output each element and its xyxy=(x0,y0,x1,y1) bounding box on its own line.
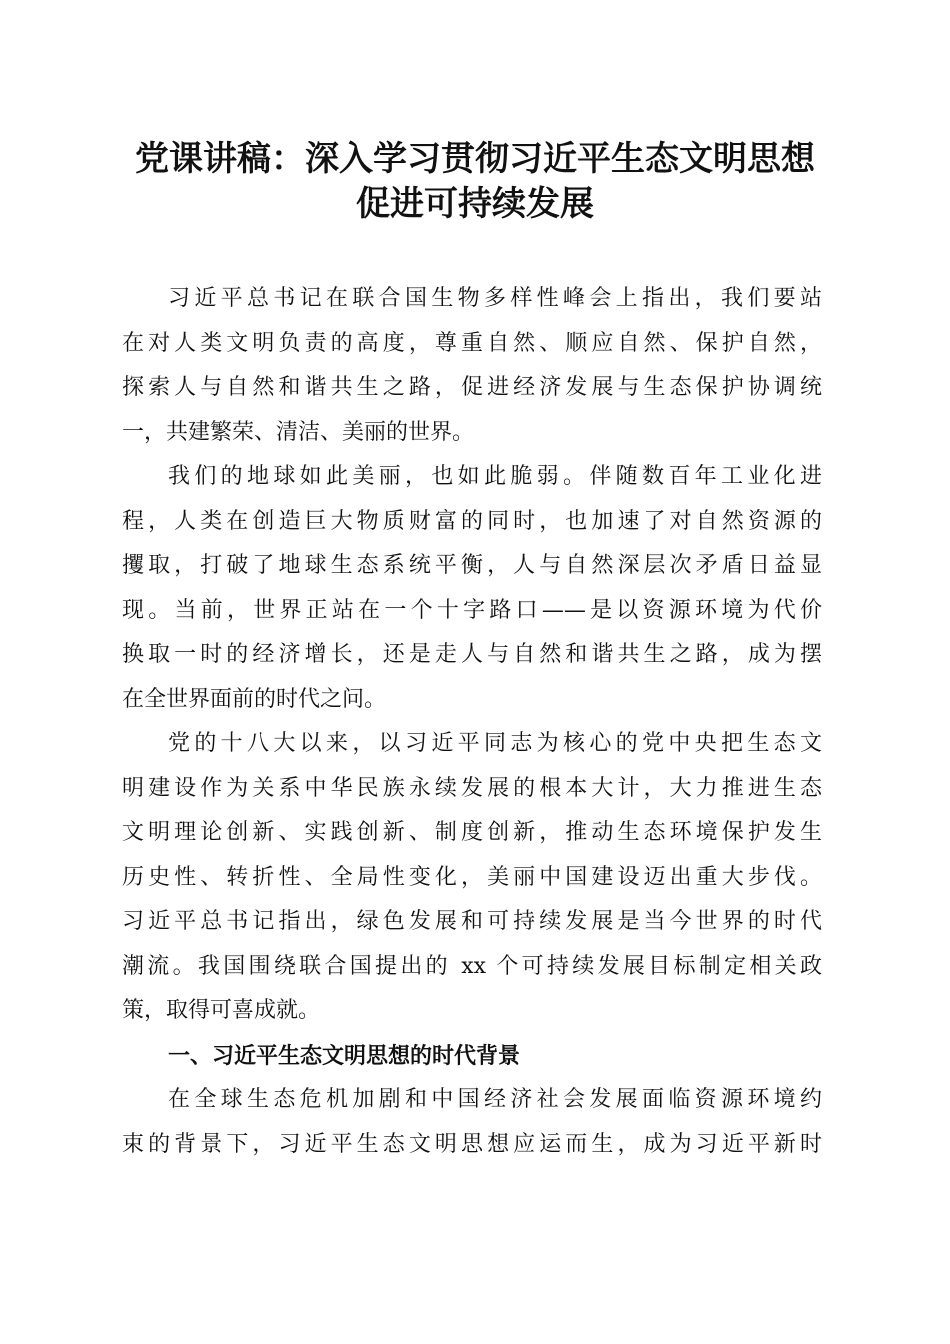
paragraph-2 xyxy=(122,455,822,722)
paragraph-3 xyxy=(122,722,822,1034)
text-line: 程，人类在创造巨大物质财富的同时，也加速了对自然资源的 xyxy=(122,508,822,534)
text-line: 在全球生态危机加剧和中国经济社会发展面临资源环境约 xyxy=(168,1087,822,1112)
text-line: 潮流。我国围绕联合国提出的 xx 个可持续发展目标制定相关政 xyxy=(122,953,822,979)
paragraph-1 xyxy=(122,277,822,455)
paragraph-4 xyxy=(122,1078,822,1167)
title-line-1: 党课讲稿：深入学习贯彻习近平生态文明思想 xyxy=(135,139,815,179)
title-line-2: 促进可持续发展 xyxy=(356,184,594,224)
text-line: 现。当前，世界正站在一个十字路口——是以资源环境为代价 xyxy=(122,597,822,623)
text-line: 明建设作为关系中华民族永续发展的根本大计，大力推进生态 xyxy=(122,775,822,801)
text-line: 历史性、转折性、全局性变化，美丽中国建设迈出重大步伐。 xyxy=(122,864,822,890)
text-line: 习近平总书记在联合国生物多样性峰会上指出，我们要站 xyxy=(168,286,822,311)
section-heading: 一、习近平生态文明思想的时代背景 xyxy=(168,1042,521,1069)
text-line: 攫取，打破了地球生态系统平衡，人与自然深层次矛盾日益显 xyxy=(122,553,822,578)
text-line: 束的背景下，习近平生态文明思想应运而生，成为习近平新时 xyxy=(122,1131,822,1157)
text-line: 一，共建繁荣、清洁、美丽的世界。 xyxy=(122,419,475,445)
text-line: 习近平总书记指出，绿色发展和可持续发展是当今世界的时代 xyxy=(122,909,822,934)
text-line: 探索人与自然和谐共生之路，促进经济发展与生态保护协调统 xyxy=(122,375,822,400)
text-line: 在全世界面前的时代之问。 xyxy=(122,686,387,712)
document-body xyxy=(122,277,822,1167)
text-line: 党的十八大以来，以习近平同志为核心的党中央把生态文 xyxy=(168,731,822,756)
text-line: 文明理论创新、实践创新、制度创新，推动生态环境保护发生 xyxy=(122,820,822,845)
text-line: 我们的地球如此美丽，也如此脆弱。伴随数百年工业化进 xyxy=(168,464,822,489)
text-line: 策，取得可喜成就。 xyxy=(122,998,321,1023)
document-title xyxy=(100,137,850,227)
text-line: 在对人类文明负责的高度，尊重自然、顺应自然、保护自然， xyxy=(122,330,822,356)
text-line: 换取一时的经济增长，还是走人与自然和谐共生之路，成为摆 xyxy=(122,642,822,667)
